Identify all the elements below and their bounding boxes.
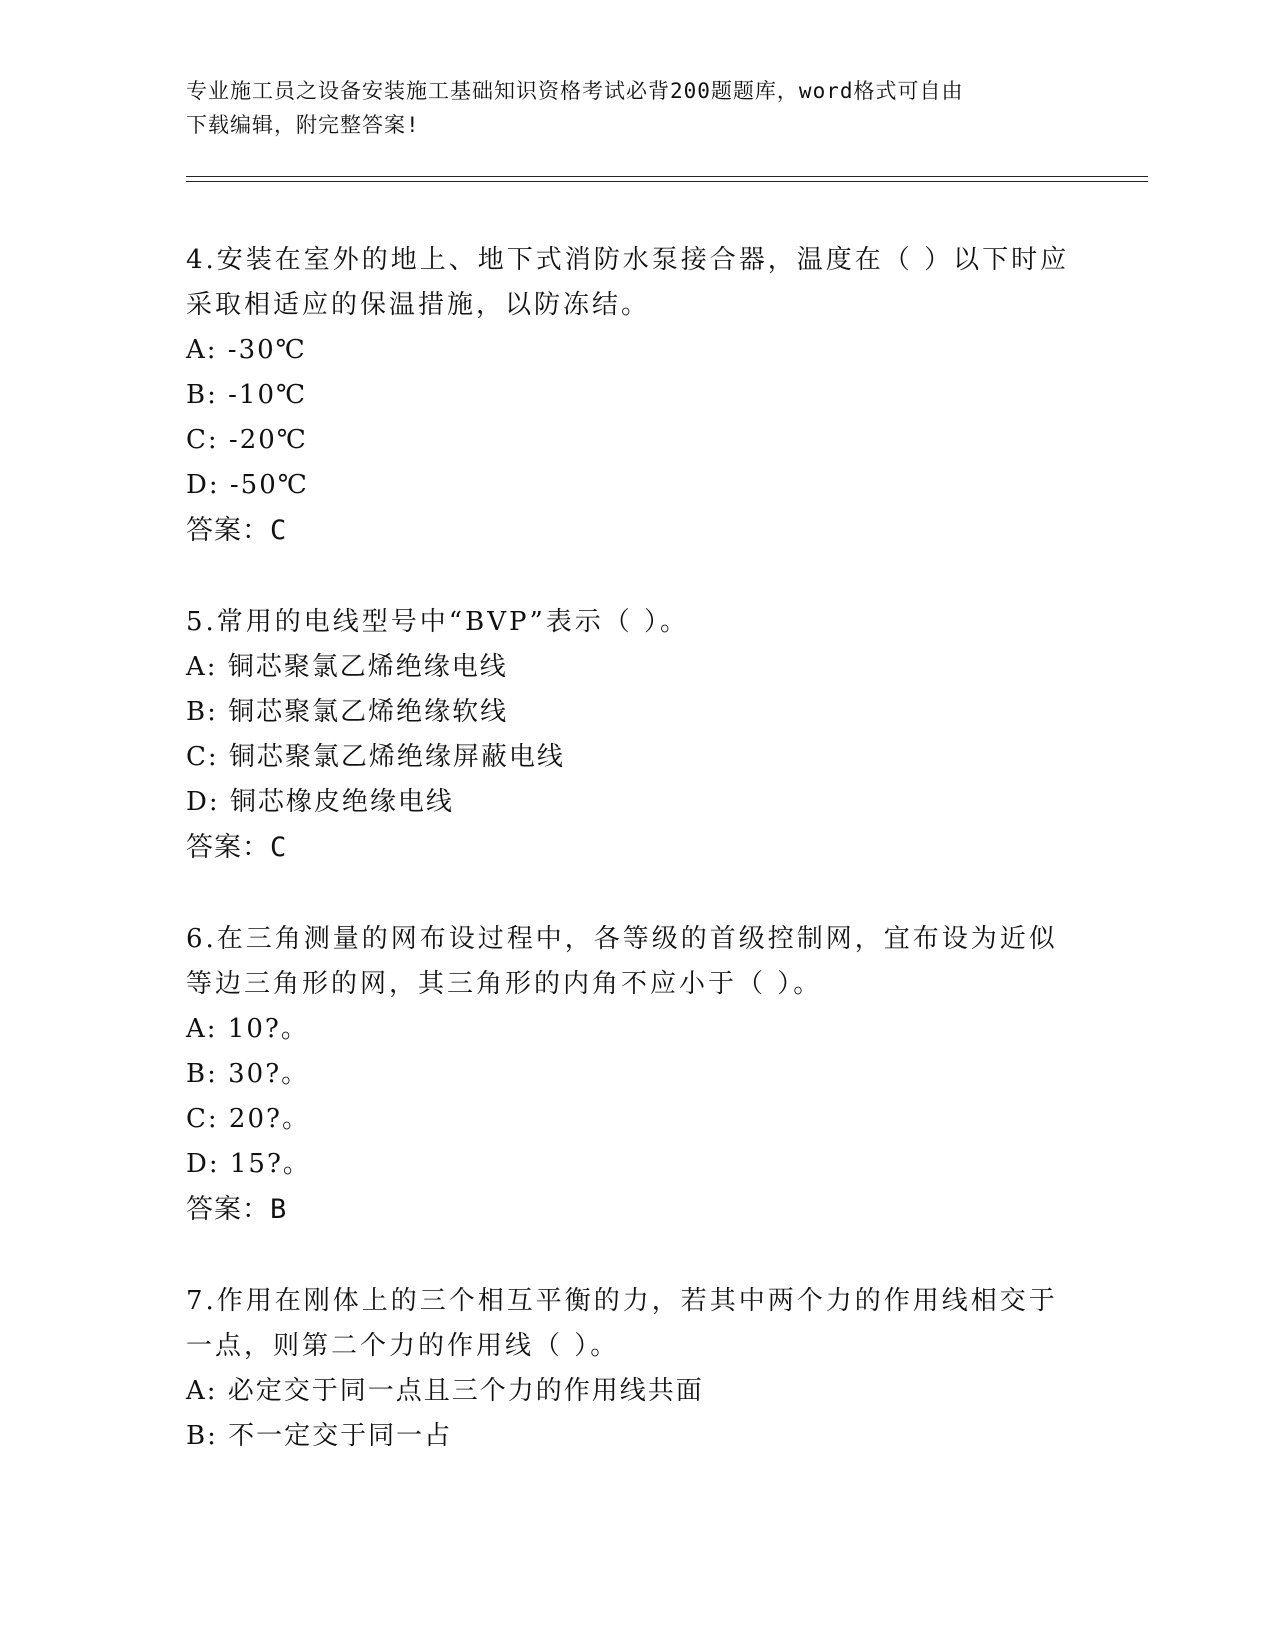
option-a: A: 必定交于同一点且三个力的作用线共面 (186, 1376, 704, 1406)
question-text (186, 917, 1086, 1007)
question-text (186, 600, 1086, 645)
question-text-line-2: 等边三角形的网，其三角形的内角不应小于（ ）。 (186, 969, 823, 999)
option-a: A: 铜芯聚氯乙烯绝缘电线 (186, 652, 508, 682)
option-a: A: -30℃ (186, 335, 307, 365)
header-line-2: 下载编辑，附完整答案! (186, 113, 420, 137)
option-d: D: 15?。 (186, 1149, 311, 1179)
option-b: B: 铜芯聚氯乙烯绝缘软线 (186, 697, 509, 727)
answer: 答案：C (186, 832, 288, 863)
question-text-line-1: 5.常用的电线型号中“BVP”表示（ ）。 (186, 607, 690, 637)
option-c: C: -20℃ (186, 425, 308, 455)
option-a: A: 10?。 (186, 1014, 309, 1044)
answer: 答案：B (186, 1194, 288, 1225)
question-list (186, 238, 1086, 1506)
option-c: C: 20?。 (186, 1104, 310, 1134)
option-b: B: -10℃ (186, 380, 308, 410)
question-text-line-2: 采取相适应的保温措施，以防冻结。 (186, 290, 651, 320)
header-divider-top (186, 176, 1148, 177)
option-b: B: 不一定交于同一占 (186, 1421, 453, 1451)
option-c: C: 铜芯聚氯乙烯绝缘屏蔽电线 (186, 742, 565, 772)
question-text-line-1: 7.作用在刚体上的三个相互平衡的力，若其中两个力的作用线相交于 (186, 1286, 1058, 1316)
option-d: D: -50℃ (186, 470, 309, 500)
answer: 答案：C (186, 515, 288, 546)
header-divider-bottom (186, 181, 1148, 182)
question-text (186, 238, 1086, 328)
option-b: B: 30?。 (186, 1059, 310, 1089)
question-5 (186, 600, 1086, 870)
header-line-1: 专业施工员之设备安装施工基础知识资格考试必背200题题库，word格式可自由 (186, 79, 964, 103)
question-7 (186, 1279, 1086, 1459)
question-text-line-2: 一点，则第二个力的作用线（ ）。 (186, 1331, 620, 1361)
document-header (186, 74, 1066, 142)
question-text (186, 1279, 1086, 1369)
question-text-line-1: 4.安装在室外的地上、地下式消防水泵接合器，温度在（ ）以下时应 (186, 245, 1070, 275)
question-6 (186, 917, 1086, 1232)
question-text-line-1: 6.在三角测量的网布设过程中，各等级的首级控制网，宜布设为近似 (186, 924, 1058, 954)
option-d: D: 铜芯橡皮绝缘电线 (186, 787, 454, 817)
question-4 (186, 238, 1086, 553)
